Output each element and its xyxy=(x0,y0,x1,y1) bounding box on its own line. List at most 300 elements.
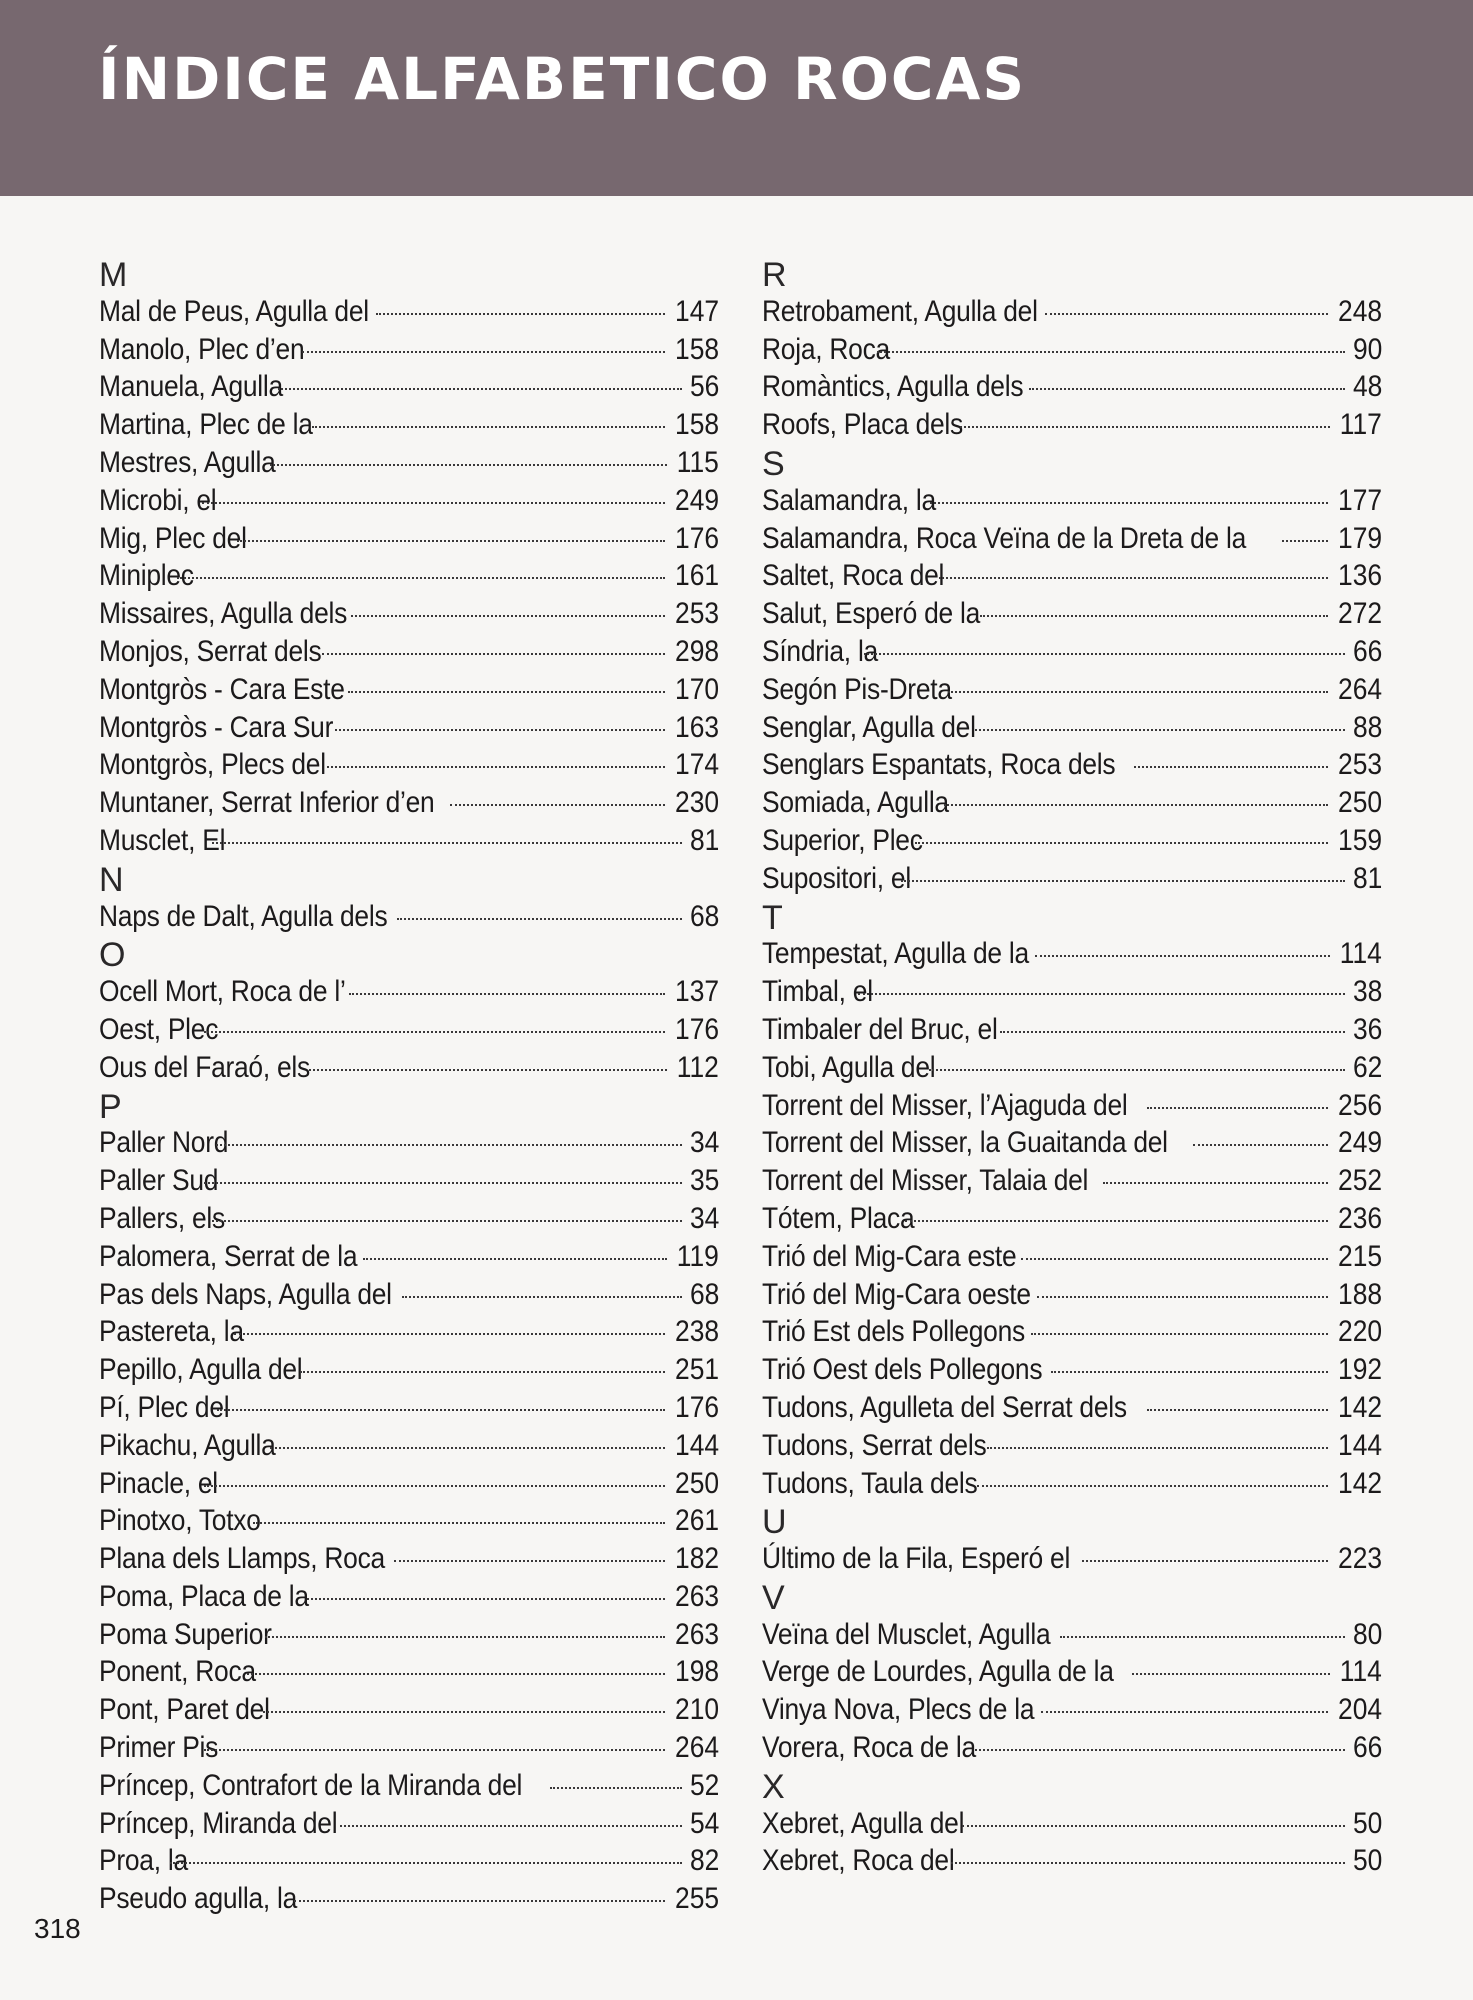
index-entry xyxy=(99,746,719,784)
entry-page: 34 xyxy=(689,1126,719,1160)
entry-page: 204 xyxy=(1337,1693,1382,1727)
dot-leader xyxy=(204,1031,665,1033)
entry-page: 163 xyxy=(674,710,719,744)
entry-name: Pont, Paret del xyxy=(99,1693,270,1727)
index-entry xyxy=(762,293,1382,331)
index-entry xyxy=(762,860,1382,898)
page-number: 318 xyxy=(34,1913,81,1944)
index-entry xyxy=(762,822,1382,860)
entry-name: Romàntics, Agulla dels xyxy=(762,370,1024,404)
entry-page: 66 xyxy=(1352,1731,1382,1765)
entry-page: 220 xyxy=(1337,1315,1382,1349)
entry-page: 236 xyxy=(1337,1201,1382,1235)
entry-name: Manuela, Agulla xyxy=(99,370,283,404)
section-letter: M xyxy=(99,256,128,294)
dot-leader xyxy=(550,1787,682,1789)
entry-name: Salamandra, Roca Veïna de la Dreta de la xyxy=(762,521,1247,555)
entry-name: Tótem, Placa xyxy=(762,1201,915,1235)
entry-page: 48 xyxy=(1352,370,1382,404)
entry-page: 142 xyxy=(1337,1466,1382,1500)
entry-name: Ponent, Roca xyxy=(99,1655,256,1689)
index-entry xyxy=(762,671,1382,709)
dot-leader xyxy=(300,1371,665,1373)
dot-leader xyxy=(975,729,1345,731)
dot-leader xyxy=(253,1522,665,1524)
index-entry xyxy=(762,1124,1382,1162)
index-entry xyxy=(99,633,719,671)
dot-leader xyxy=(394,1560,665,1562)
index-entry xyxy=(762,1653,1382,1691)
entry-page: 56 xyxy=(689,370,719,404)
index-entry xyxy=(99,368,719,406)
entry-page: 251 xyxy=(674,1353,719,1387)
index-entry xyxy=(99,784,719,822)
entry-name: Pinacle, el xyxy=(99,1466,218,1500)
entry-page: 159 xyxy=(1337,823,1382,857)
dot-leader xyxy=(309,1069,667,1071)
page-title: ÍNDICE ALFABETICO ROCAS xyxy=(98,45,1027,113)
entry-page: 253 xyxy=(1337,748,1382,782)
index-entry xyxy=(99,595,719,633)
index-entry xyxy=(762,1616,1382,1654)
entry-page: 182 xyxy=(674,1542,719,1576)
dot-leader xyxy=(1021,1258,1328,1260)
entry-name: Mal de Peus, Agulla del xyxy=(99,294,369,328)
entry-page: 90 xyxy=(1352,332,1382,366)
entry-name: Salamandra, la xyxy=(762,483,936,517)
entry-name: Tobi, Agulla del xyxy=(762,1050,936,1084)
index-entry xyxy=(762,368,1382,406)
entry-page: 81 xyxy=(1352,861,1382,895)
entry-page: 256 xyxy=(1337,1088,1382,1122)
dot-leader xyxy=(294,1900,665,1902)
entry-page: 158 xyxy=(674,408,719,442)
entry-page: 112 xyxy=(676,1050,719,1084)
dot-leader xyxy=(237,540,665,542)
index-entry xyxy=(99,898,719,936)
index-entry xyxy=(99,1276,719,1314)
dot-leader xyxy=(915,842,1328,844)
entry-page: 248 xyxy=(1337,294,1382,328)
index-entry xyxy=(99,331,719,369)
dot-leader xyxy=(1193,1144,1328,1146)
dot-leader xyxy=(930,502,1328,504)
entry-page: 35 xyxy=(689,1164,719,1198)
entry-name: Manolo, Plec d’en xyxy=(99,332,305,366)
index-entry xyxy=(762,746,1382,784)
entry-name: Ocell Mort, Roca de l’ xyxy=(99,975,346,1009)
dot-leader xyxy=(1082,1560,1328,1562)
dot-leader xyxy=(202,502,665,504)
dot-leader xyxy=(929,1069,1345,1071)
entry-page: 144 xyxy=(674,1428,719,1462)
entry-page: 82 xyxy=(689,1844,719,1878)
entry-page: 137 xyxy=(674,975,719,1009)
index-entry xyxy=(99,1842,719,1880)
index-entry xyxy=(99,1465,719,1503)
index-entry xyxy=(99,709,719,747)
index-entry xyxy=(762,1351,1382,1389)
dot-leader xyxy=(351,615,665,617)
entry-page: 147 xyxy=(674,294,719,328)
entry-name: Tempestat, Agulla de la xyxy=(762,937,1029,971)
entry-page: 250 xyxy=(1337,786,1382,820)
entry-page: 66 xyxy=(1352,634,1382,668)
entry-page: 272 xyxy=(1337,597,1382,631)
dot-leader xyxy=(1000,1031,1345,1033)
dot-leader xyxy=(901,880,1344,882)
index-entry xyxy=(762,1691,1382,1729)
entry-page: 80 xyxy=(1352,1617,1382,1651)
entry-page: 176 xyxy=(674,521,719,555)
entry-name: Pastereta, la xyxy=(99,1315,244,1349)
dot-leader xyxy=(349,993,665,995)
entry-name: Oest, Plec xyxy=(99,1012,219,1046)
entry-name: Palomera, Serrat de la xyxy=(99,1239,358,1273)
index-entry xyxy=(762,1805,1382,1843)
dot-leader xyxy=(402,1296,682,1298)
index-entry xyxy=(762,1087,1382,1125)
section-letter: V xyxy=(762,1578,785,1617)
index-entry xyxy=(99,406,719,444)
entry-page: 210 xyxy=(674,1693,719,1727)
index-entry xyxy=(762,1011,1382,1049)
section-letter: O xyxy=(99,936,126,975)
entry-name: Pinotxo, Totxo xyxy=(99,1504,261,1538)
entry-page: 115 xyxy=(676,445,719,479)
entry-name: Roja, Roca xyxy=(762,332,890,366)
dot-leader xyxy=(212,1220,682,1222)
entry-name: Tudons, Agulleta del Serrat dels xyxy=(762,1390,1127,1424)
entry-name: Poma, Placa de la xyxy=(99,1579,309,1613)
entry-page: 50 xyxy=(1352,1806,1382,1840)
entry-name: Mig, Plec del xyxy=(99,521,247,555)
entry-page: 68 xyxy=(689,899,719,933)
dot-leader xyxy=(265,1636,665,1638)
index-entry xyxy=(762,557,1382,595)
index-column-right xyxy=(762,255,1382,1880)
index-entry xyxy=(99,1011,719,1049)
entry-name: Roofs, Placa dels xyxy=(762,408,963,442)
index-entry xyxy=(99,557,719,595)
entry-name: Naps de Dalt, Agulla dels xyxy=(99,899,388,933)
entry-page: 36 xyxy=(1352,1012,1382,1046)
index-entry xyxy=(99,482,719,520)
entry-page: 142 xyxy=(1337,1390,1382,1424)
dot-leader xyxy=(216,1144,682,1146)
entry-page: 263 xyxy=(674,1579,719,1613)
section-letter: R xyxy=(762,256,787,294)
entry-page: 114 xyxy=(1339,1655,1382,1689)
dot-leader xyxy=(1035,955,1330,957)
index-entry xyxy=(99,973,719,1011)
entry-name: Retrobament, Agulla del xyxy=(762,294,1038,328)
entry-page: 177 xyxy=(1337,483,1382,517)
entry-name: Xebret, Agulla del xyxy=(762,1806,965,1840)
entry-page: 188 xyxy=(1337,1277,1382,1311)
index-entry xyxy=(99,671,719,709)
entry-name: Timbaler del Bruc, el xyxy=(762,1012,998,1046)
section-letter: N xyxy=(99,860,124,899)
entry-page: 264 xyxy=(674,1731,719,1765)
entry-name: Príncep, Miranda del xyxy=(99,1806,338,1840)
entry-name: Martina, Plec de la xyxy=(99,408,313,442)
index-entry xyxy=(99,1653,719,1691)
index-entry xyxy=(99,1880,719,1918)
entry-name: Trió del Mig-Cara oeste xyxy=(762,1277,1031,1311)
entry-name: Tudons, Taula dels xyxy=(762,1466,978,1500)
entry-name: Vinya Nova, Plecs de la xyxy=(762,1693,1035,1727)
entry-page: 38 xyxy=(1352,975,1382,1009)
index-entry xyxy=(762,1540,1382,1578)
index-entry xyxy=(762,1389,1382,1427)
dot-leader xyxy=(1029,388,1345,390)
dot-leader xyxy=(1045,313,1328,315)
dot-leader xyxy=(1051,1371,1328,1373)
index-entry xyxy=(99,1540,719,1578)
index-entry xyxy=(99,1351,719,1389)
entry-page: 263 xyxy=(674,1617,719,1651)
index-entry xyxy=(99,1124,719,1162)
index-entry xyxy=(762,595,1382,633)
index-entry xyxy=(99,520,719,558)
entry-name: Paller Sud xyxy=(99,1164,219,1198)
entry-name: Pseudo agulla, la xyxy=(99,1882,298,1916)
index-entry xyxy=(99,1200,719,1238)
dot-leader xyxy=(905,1220,1328,1222)
dot-leader xyxy=(302,351,665,353)
entry-page: 215 xyxy=(1337,1239,1382,1273)
entry-page: 264 xyxy=(1337,672,1382,706)
dot-leader xyxy=(1037,1296,1328,1298)
index-entry xyxy=(99,1389,719,1427)
entry-name: Monjos, Serrat dels xyxy=(99,634,322,668)
dot-leader xyxy=(450,804,665,806)
entry-page: 174 xyxy=(674,748,719,782)
entry-name: Último de la Fila, Esperó el xyxy=(762,1542,1071,1576)
entry-page: 261 xyxy=(674,1504,719,1538)
entry-name: Torrent del Misser, l’Ajaguda del xyxy=(762,1088,1128,1122)
dot-leader xyxy=(270,464,668,466)
index-entry xyxy=(99,1162,719,1200)
entry-page: 119 xyxy=(676,1239,719,1273)
dot-leader xyxy=(363,1258,668,1260)
dot-leader xyxy=(348,691,665,693)
entry-page: 249 xyxy=(674,483,719,517)
index-entry xyxy=(762,520,1382,558)
entry-name: Montgròs, Plecs del xyxy=(99,748,326,782)
dot-leader xyxy=(376,313,665,315)
entry-name: Pallers, els xyxy=(99,1201,225,1235)
dot-leader xyxy=(204,1485,665,1487)
entry-name: Pepillo, Agulla del xyxy=(99,1353,303,1387)
entry-page: 298 xyxy=(674,634,719,668)
index-entry xyxy=(762,973,1382,1011)
index-entry xyxy=(762,1313,1382,1351)
entry-page: 117 xyxy=(1339,408,1382,442)
entry-page: 192 xyxy=(1337,1353,1382,1387)
index-entry xyxy=(99,1767,719,1805)
dot-leader xyxy=(340,1825,682,1827)
dot-leader xyxy=(977,1485,1328,1487)
entry-page: 255 xyxy=(674,1882,719,1916)
dot-leader xyxy=(864,653,1345,655)
index-entry xyxy=(99,1578,719,1616)
entry-name: Vorera, Roca de la xyxy=(762,1731,976,1765)
dot-leader xyxy=(1031,1333,1328,1335)
entry-page: 250 xyxy=(674,1466,719,1500)
entry-name: Muntaner, Serrat Inferior d’en xyxy=(99,786,435,820)
entry-name: Senglar, Agulla del xyxy=(762,710,976,744)
index-entry xyxy=(762,633,1382,671)
dot-leader xyxy=(1132,1673,1331,1675)
entry-page: 249 xyxy=(1337,1126,1382,1160)
entry-name: Pí, Plec del xyxy=(99,1390,230,1424)
entry-name: Musclet, El xyxy=(99,823,226,857)
entry-page: 198 xyxy=(674,1655,719,1689)
entry-name: Segón Pis-Dreta xyxy=(762,672,952,706)
dot-leader xyxy=(951,1862,1345,1864)
dot-leader xyxy=(960,426,1330,428)
dot-leader xyxy=(263,1711,665,1713)
entry-page: 136 xyxy=(1337,559,1382,593)
entry-page: 238 xyxy=(674,1315,719,1349)
section-letter: T xyxy=(762,898,783,937)
dot-leader xyxy=(307,1598,665,1600)
entry-name: Trió Oest dels Pollegons xyxy=(762,1353,1043,1387)
entry-name: Somiada, Agulla xyxy=(762,786,949,820)
index-entry xyxy=(99,1502,719,1540)
entry-name: Primer Pis xyxy=(99,1731,219,1765)
entry-page: 170 xyxy=(674,672,719,706)
dot-leader xyxy=(1282,540,1328,542)
index-entry xyxy=(762,1049,1382,1087)
entry-name: Príncep, Contrafort de la Miranda del xyxy=(99,1768,523,1802)
index-entry xyxy=(99,1313,719,1351)
index-entry xyxy=(99,1049,719,1087)
index-entry xyxy=(99,1691,719,1729)
entry-page: 161 xyxy=(674,559,719,593)
entry-name: Senglars Espantats, Roca dels xyxy=(762,748,1116,782)
dot-leader xyxy=(1041,1711,1328,1713)
entry-page: 34 xyxy=(689,1201,719,1235)
index-entry xyxy=(762,1238,1382,1276)
dot-leader xyxy=(975,1749,1345,1751)
index-entry xyxy=(99,1427,719,1465)
dot-leader xyxy=(962,1825,1345,1827)
entry-name: Tudons, Serrat dels xyxy=(762,1428,987,1462)
entry-page: 158 xyxy=(674,332,719,366)
entry-name: Missaires, Agulla dels xyxy=(99,597,348,631)
dot-leader xyxy=(1060,1636,1345,1638)
index-entry xyxy=(762,935,1382,973)
entry-name: Xebret, Roca del xyxy=(762,1844,955,1878)
dot-leader xyxy=(335,729,665,731)
index-entry xyxy=(99,444,719,482)
dot-leader xyxy=(939,577,1328,579)
index-entry xyxy=(762,1427,1382,1465)
entry-name: Saltet, Roca del xyxy=(762,559,945,593)
entry-name: Síndria, la xyxy=(762,634,878,668)
entry-page: 252 xyxy=(1337,1164,1382,1198)
entry-name: Miniplec xyxy=(99,559,194,593)
index-entry xyxy=(99,1729,719,1767)
dot-leader xyxy=(948,691,1328,693)
section-letter: U xyxy=(762,1503,787,1542)
dot-leader xyxy=(204,1749,665,1751)
entry-name: Veïna del Musclet, Agulla xyxy=(762,1617,1051,1651)
dot-leader xyxy=(858,993,1345,995)
entry-name: Proa, la xyxy=(99,1844,188,1878)
dot-leader xyxy=(177,577,665,579)
dot-leader xyxy=(987,1447,1328,1449)
entry-name: Pas dels Naps, Agulla del xyxy=(99,1277,392,1311)
section-letter: P xyxy=(99,1087,122,1126)
entry-name: Microbi, el xyxy=(99,483,217,517)
entry-name: Trió del Mig-Cara este xyxy=(762,1239,1017,1273)
entry-name: Timbal, el xyxy=(762,975,873,1009)
index-column-left xyxy=(99,255,719,1918)
index-entry xyxy=(99,293,719,331)
dot-leader xyxy=(270,1447,665,1449)
entry-name: Superior, Plec xyxy=(762,823,923,857)
entry-name: Ous del Faraó, els xyxy=(99,1050,310,1084)
entry-page: 253 xyxy=(674,597,719,631)
index-entry xyxy=(762,482,1382,520)
dot-leader xyxy=(234,1333,665,1335)
entry-page: 179 xyxy=(1337,521,1382,555)
dot-leader xyxy=(217,1409,665,1411)
entry-page: 176 xyxy=(674,1012,719,1046)
entry-name: Verge de Lourdes, Agulla de la xyxy=(762,1655,1114,1689)
entry-page: 88 xyxy=(1352,710,1382,744)
entry-name: Montgròs - Cara Este xyxy=(99,672,345,706)
entry-page: 223 xyxy=(1337,1542,1382,1576)
section-letter: S xyxy=(762,444,785,483)
dot-leader xyxy=(170,1862,682,1864)
entry-name: Supositori, el xyxy=(762,861,911,895)
dot-leader xyxy=(944,804,1328,806)
entry-page: 81 xyxy=(689,823,719,857)
entry-name: Trió Est dels Pollegons xyxy=(762,1315,1025,1349)
index-entry xyxy=(762,1465,1382,1503)
dot-leader xyxy=(212,842,681,844)
entry-name: Poma Superior xyxy=(99,1617,272,1651)
entry-page: 144 xyxy=(1337,1428,1382,1462)
entry-page: 230 xyxy=(674,786,719,820)
entry-name: Plana dels Llamps, Roca xyxy=(99,1542,385,1576)
index-entry xyxy=(762,406,1382,444)
dot-leader xyxy=(1134,766,1328,768)
dot-leader xyxy=(247,1673,665,1675)
entry-name: Paller Nord xyxy=(99,1126,229,1160)
index-entry xyxy=(762,1200,1382,1238)
index-entry xyxy=(762,1842,1382,1880)
dot-leader xyxy=(1147,1409,1328,1411)
dot-leader xyxy=(1103,1182,1328,1184)
entry-name: Torrent del Misser, Talaia del xyxy=(762,1164,1089,1198)
index-entry xyxy=(762,1162,1382,1200)
entry-name: Pikachu, Agulla xyxy=(99,1428,276,1462)
index-entry xyxy=(762,1276,1382,1314)
dot-leader xyxy=(322,653,665,655)
index-entry xyxy=(762,331,1382,369)
dot-leader xyxy=(327,766,665,768)
dot-leader xyxy=(397,918,682,920)
entry-page: 62 xyxy=(1352,1050,1382,1084)
index-entry xyxy=(762,1729,1382,1767)
header-band xyxy=(0,0,1473,196)
